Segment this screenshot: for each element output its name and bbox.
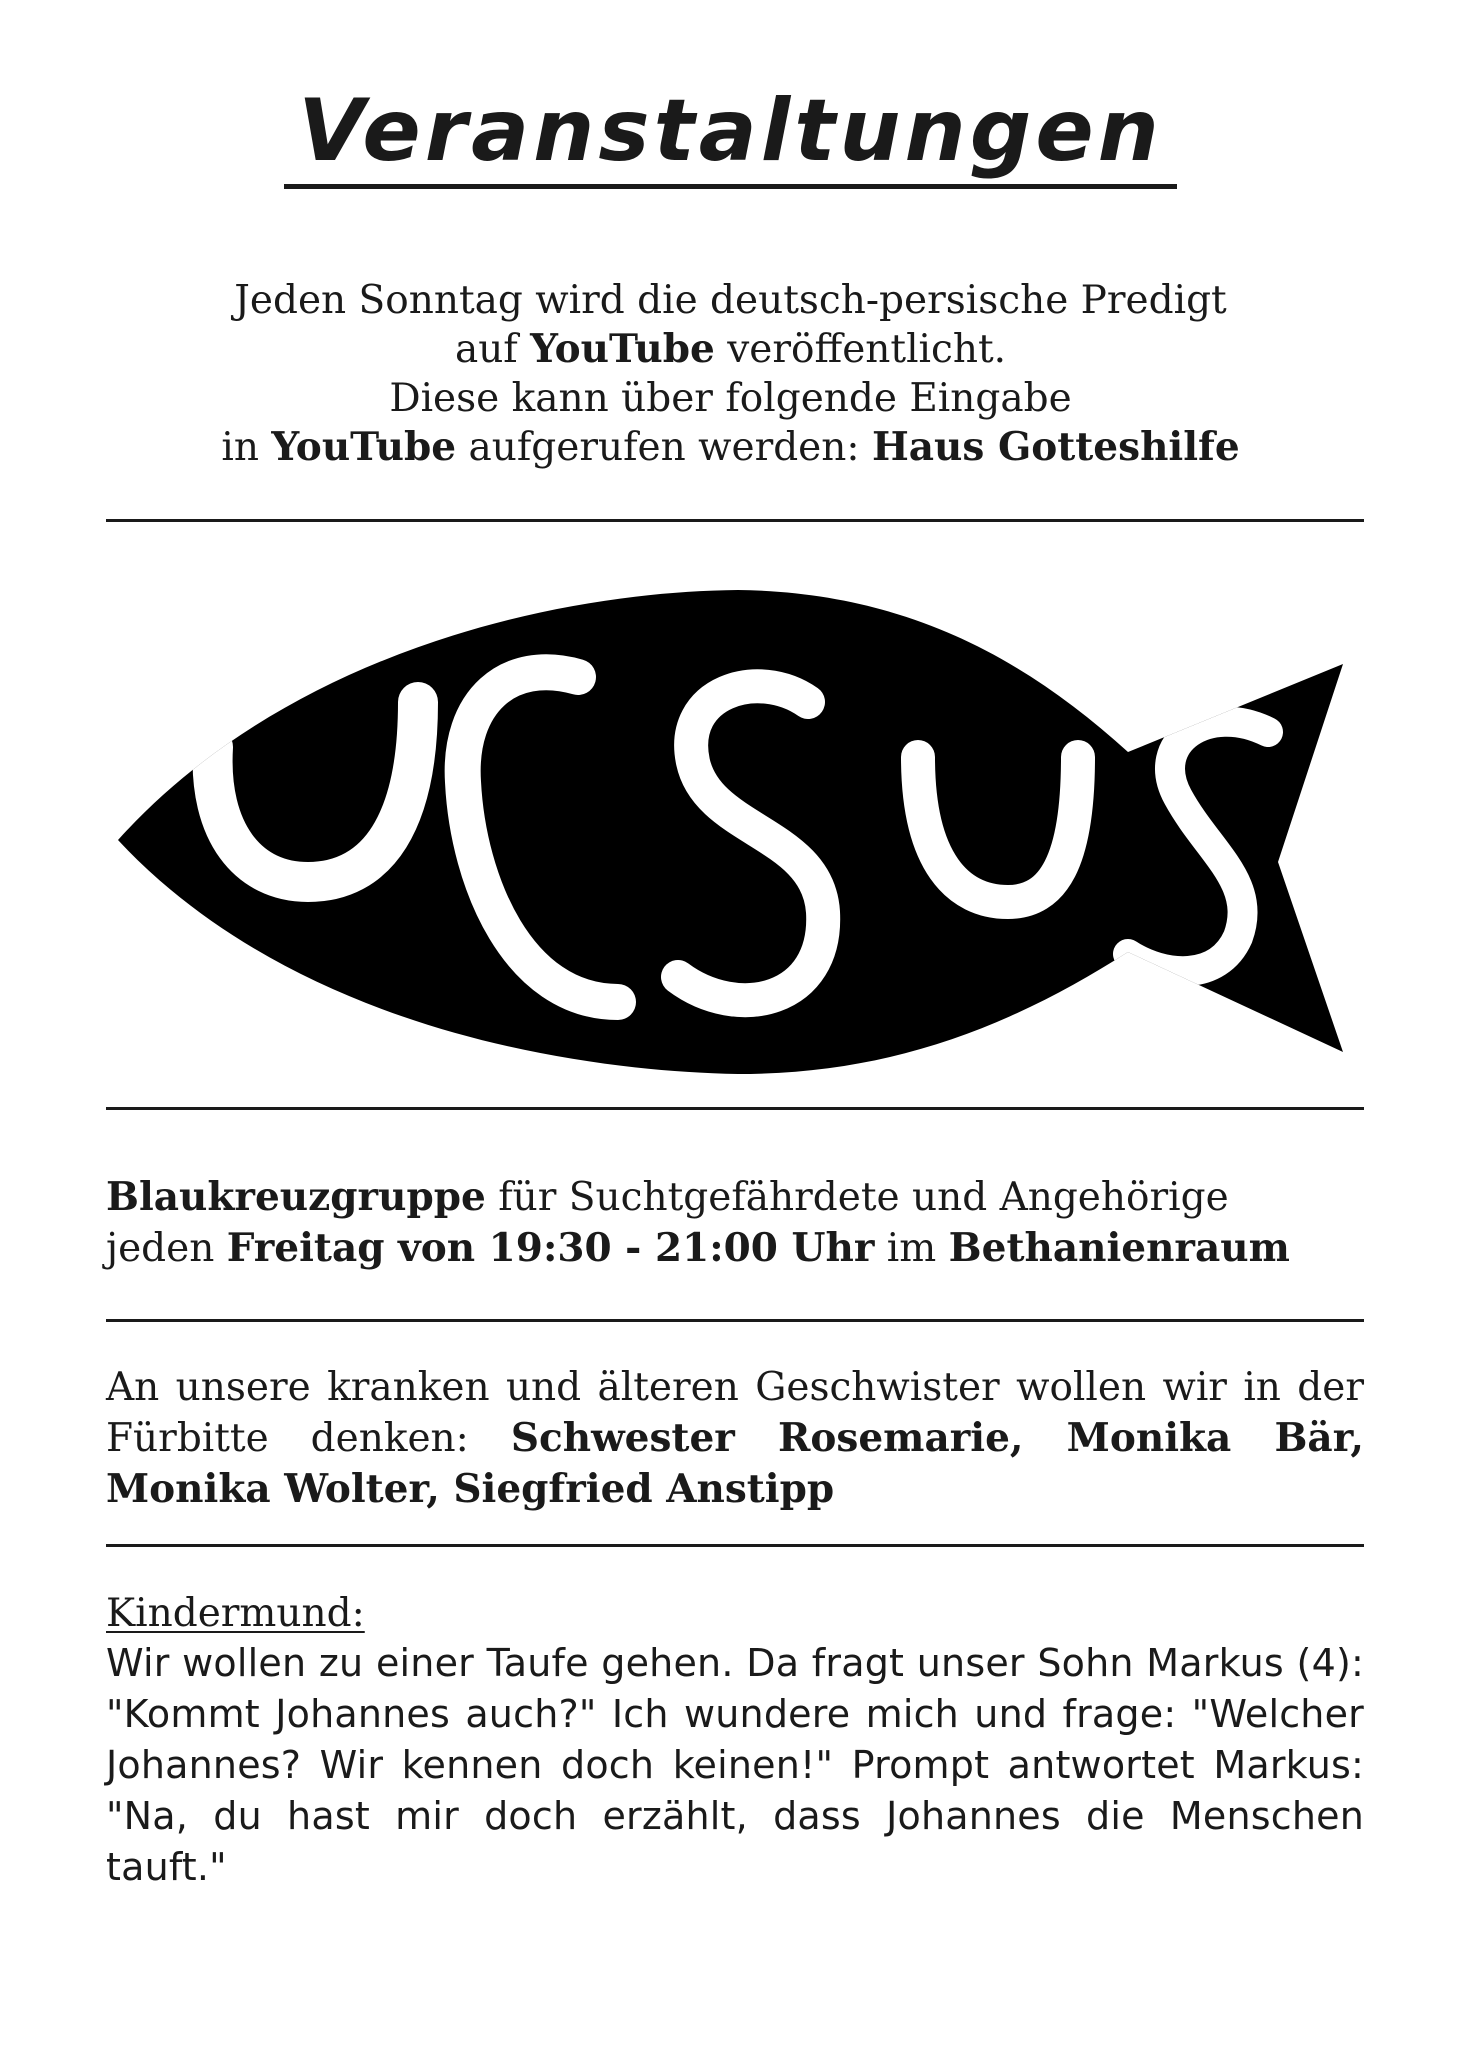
fuerbitte-names: Schwester Rosemarie, Monika Bär, Monika Wolter, Siegfried Anstipp [106,1415,1364,1512]
divider [106,519,1364,522]
fuerbitte-paragraph [106,1362,1364,1515]
jesus-fish-icon [118,582,1358,1082]
blaukreuz-schedule: Freitag von 19:30 - 21:00 Uhr [226,1225,875,1271]
blaukreuz-line-1 [106,1172,1364,1223]
blaukreuz-group-name: Blaukreuzgruppe [106,1174,486,1220]
youtube-notice-line-1: Jeden Sonntag wird die deutsch-persische Predigt [234,278,1227,323]
kindermund-text: Wir wollen zu einer Taufe gehen. Da fragt unser Sohn Markus (4): "Kommt Johannes auch?" Ich wundere mich und frage: "Welcher Johannes? Wir kennen doch keinen!" Prompt antwortet Markus: "Na, du hast mir doch erzählt, dass Johannes die Menschen tauft." [106,1641,1364,1889]
youtube-channel-name: Haus Gotteshilfe [871,424,1240,470]
blaukreuz-section [106,1172,1364,1274]
divider [106,1319,1364,1322]
blaukreuz-room: Bethanienraum [948,1225,1290,1271]
youtube-notice-line-3: Diese kann über folgende Eingabe [389,376,1072,421]
blaukreuz-in: im [886,1226,937,1271]
fuerbitte-text: An unsere kranken und älteren Geschwister wollen wir in der Fürbitte denken: [106,1365,1364,1461]
youtube-notice-youtube-bold: YouTube [530,326,715,372]
blaukreuz-description: für Suchtgefährdete und Angehörige [498,1175,1229,1220]
kindermund-heading: Kindermund: [106,1591,365,1636]
blaukreuz-line-2 [106,1223,1364,1274]
blaukreuz-prefix: jeden [106,1226,215,1271]
youtube-notice-line-2-suffix: veröffentlicht. [727,327,1007,372]
page-title-text: Veranstaltungen [284,88,1177,189]
youtube-notice-line-4-prefix: in [221,425,259,470]
page-title [0,81,1461,189]
youtube-notice-line-2-prefix: auf [454,327,518,372]
youtube-notice-line-4-middle: aufgerufen werden: [468,425,860,470]
divider [106,1107,1364,1110]
fuerbitte-section [106,1362,1364,1515]
youtube-notice-line-4 [0,423,1461,472]
divider [106,1544,1364,1547]
kindermund-section [106,1590,1364,1893]
youtube-notice [0,276,1461,472]
youtube-notice-youtube-bold-2: YouTube [271,424,457,470]
youtube-notice-line-2 [0,325,1461,374]
